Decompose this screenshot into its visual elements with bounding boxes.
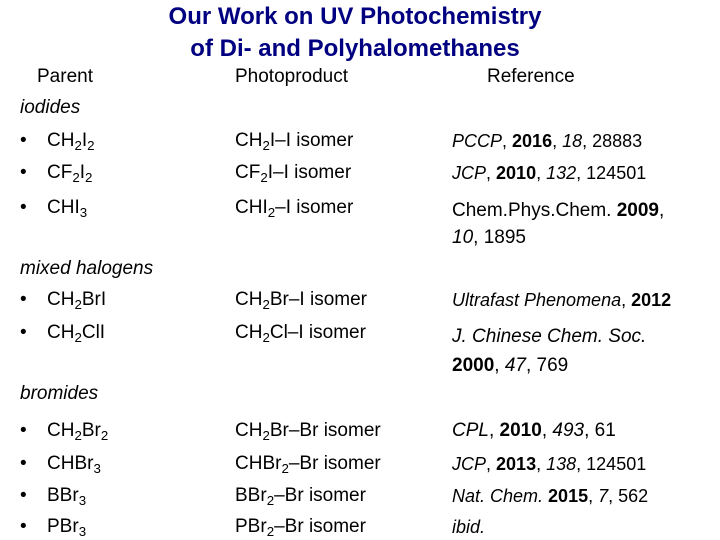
parent-ch2bri: • $CH_2BrI$ bbox=[20, 289, 107, 312]
reference-jcp-2010: JCP, 2010, 132, 124501 bbox=[452, 163, 647, 183]
bullet: • bbox=[20, 197, 27, 218]
bullet: • bbox=[20, 420, 27, 441]
parent-bbr3: • BBr$_3$ bbox=[20, 485, 87, 508]
reference-ultrafast-2012: Ultrafast Phenomena, 2012 bbox=[452, 290, 672, 310]
header-parent: Parent bbox=[37, 66, 93, 87]
parent-chi3: • $CHI_3$ bbox=[20, 197, 88, 220]
section-bromides: bromides bbox=[20, 383, 99, 404]
product-ch2cl-i: $CH_2Cl-I$ isomer bbox=[235, 322, 366, 345]
product-pbr2-br: PBr$_2$–Br isomer bbox=[235, 516, 366, 539]
bullet: • bbox=[20, 289, 27, 310]
parent-ch2br2: • $CH_2Br_2$ bbox=[20, 420, 109, 443]
bullet: • bbox=[20, 162, 27, 183]
header-photoproduct: Photoproduct bbox=[235, 66, 349, 87]
product-ch2i-i: $CH_2I-I$ isomer bbox=[235, 130, 354, 153]
parent-pbr3: • PBr$_3$ bbox=[20, 516, 87, 539]
reference-ibid: ibid. bbox=[452, 517, 486, 537]
product-bbr2-br: BBr$_2$–Br isomer bbox=[235, 485, 366, 508]
bullet: • bbox=[20, 485, 27, 506]
section-iodides: iodides bbox=[20, 97, 81, 118]
reference-nat-chem-2015: Nat. Chem. 2015, 7, 562 bbox=[452, 486, 649, 506]
product-chbr2-br: CHBr$_2$–Br isomer bbox=[235, 453, 381, 476]
bullet: • bbox=[20, 453, 27, 474]
section-mixed-halogens: mixed halogens bbox=[20, 258, 154, 279]
header-reference: Reference bbox=[487, 66, 575, 87]
bullet: • bbox=[20, 130, 27, 151]
product-ch2br-br: $CH_2Br-Br$ isomer bbox=[235, 420, 381, 443]
reference-chemphyschem-2009: Chem.Phys.Chem. 2009, 10, 1895 bbox=[452, 200, 665, 248]
product-chi2-i: $CHI_2-I$ isomer bbox=[235, 197, 354, 220]
reference-jcs-2000: J. Chinese Chem. Soc. 2000, 47, 769 bbox=[452, 326, 647, 376]
reference-jcp-2013: JCP, 2013, 138, 124501 bbox=[452, 454, 647, 474]
parent-ch2cli: • $CH_2ClI$ bbox=[20, 322, 106, 345]
parent-cf2i2: • $CF_2I_2$ bbox=[20, 162, 93, 185]
slide-title-line-2: of Di- and Polyhalomethanes bbox=[190, 35, 520, 62]
bullet: • bbox=[20, 322, 27, 343]
parent-chbr3: • CHBr$_3$ bbox=[20, 453, 101, 476]
reference-cpl-2010: CPL, 2010, 493, 61 bbox=[452, 420, 616, 441]
product-ch2br-i: $CH_2Br-I$ isomer bbox=[235, 289, 367, 312]
slide-title-line-1: Our Work on UV Photochemistry bbox=[168, 3, 542, 30]
reference-pccp-2016: PCCP, 2016, 18, 28883 bbox=[452, 131, 643, 151]
bullet: • bbox=[20, 516, 27, 537]
product-cf2i-i: $CF_2I-I$ isomer bbox=[235, 162, 352, 185]
parent-ch2i2: • $CH_2I_2$ bbox=[20, 130, 95, 153]
